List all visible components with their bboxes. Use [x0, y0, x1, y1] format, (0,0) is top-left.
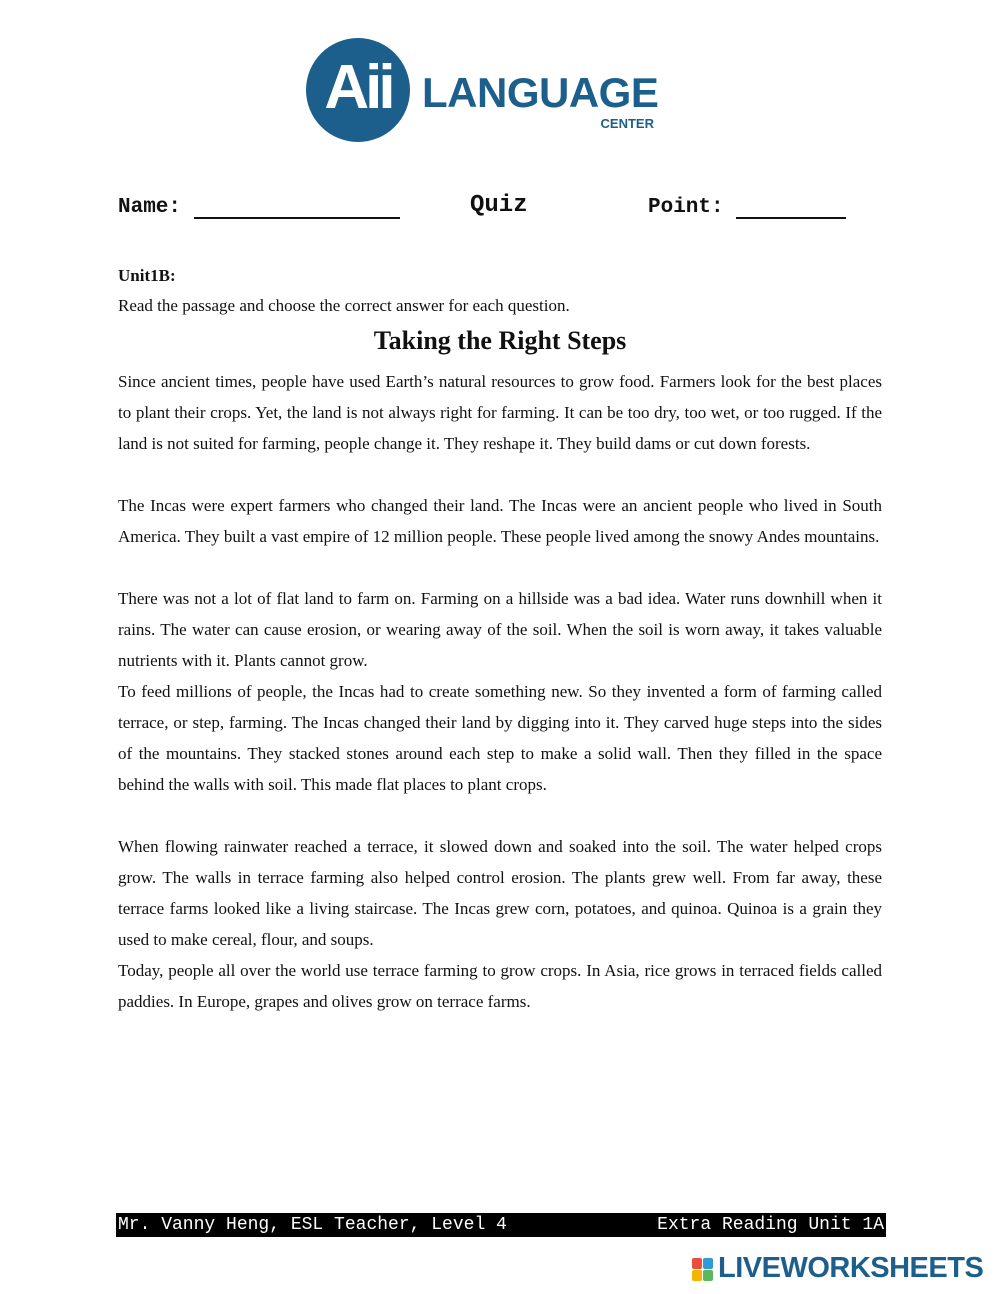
point-field: [648, 196, 846, 219]
liveworksheets-icon: [692, 1258, 714, 1282]
name-field: [118, 196, 400, 219]
logo-wordmark: LANGUAGE: [422, 69, 659, 116]
aii-logo-mark: Aii: [306, 38, 410, 142]
footer-teacher: Mr. Vanny Heng, ESL Teacher, Level 4: [118, 1215, 507, 1235]
footer-unit: Extra Reading Unit 1A: [657, 1215, 884, 1235]
footer-bar: [116, 1213, 886, 1237]
name-label: Name:: [118, 196, 182, 219]
paragraph: When flowing rainwater reached a terrace, it slowed down and soaked into the soil. The water helped crops grow. The walls in terrace farming also helped control erosion. The plants grew well. From far away, these terrace farms looked like a living staircase. The Incas grew corn, potatoes, and quinoa. Quinoa is a grain they used to make cereal, flour, and soups.: [118, 837, 882, 949]
point-label: Point:: [648, 196, 724, 219]
logo-subtitle: CENTER: [600, 116, 654, 131]
paragraph: Since ancient times, people have used Earth’s natural resources to grow food. Farmers look for the best places to plant their crops. Yet, the land is not always right for farming. It can be too dry, too wet, or too rugged. If the land is not suited for farming, people change it. They reshape it. They build dams or cut down forests.: [118, 372, 882, 453]
paragraph: The Incas were expert farmers who changed their land. The Incas were an ancient people who lived in South America. They built a vast empire of 12 million people. These people lived among the snowy Andes mountains.: [118, 496, 882, 546]
passage-title: Taking the Right Steps: [373, 326, 627, 355]
liveworksheets-text: LIVEWORKSHEETS: [718, 1252, 984, 1284]
aii-language-center-logo: [306, 38, 666, 144]
point-blank-line[interactable]: [736, 197, 846, 219]
paragraph: To feed millions of people, the Incas had to create something new. So they invented a form of farming called terrace, or step, farming. The Incas changed their land by digging into it. They carved huge steps into the sides of the mountains. They stacked stones around each step to make a solid wall. Then they filled in the space behind the walls with soil. This made flat places to plant crops.: [118, 682, 882, 794]
instructions: Read the passage and choose the correct answer for each question.: [118, 296, 570, 315]
paragraph: Today, people all over the world use terrace farming to grow crops. In Asia, rice grows in terraced fields called paddies. In Europe, grapes and olives grow on terrace farms.: [118, 961, 882, 1011]
paragraph: There was not a lot of flat land to farm on. Farming on a hillside was a bad idea. Water runs downhill when it rains. The water can cause erosion, or wearing away of the soil. When the soil is worn away, it takes valuable nutrients with it. Plants cannot grow.: [118, 589, 882, 670]
quiz-title: Quiz: [470, 192, 528, 219]
name-blank-line[interactable]: [194, 197, 400, 219]
quiz-header: [118, 192, 888, 228]
reading-passage: [118, 366, 882, 1017]
unit-label: Unit1B:: [118, 266, 176, 285]
